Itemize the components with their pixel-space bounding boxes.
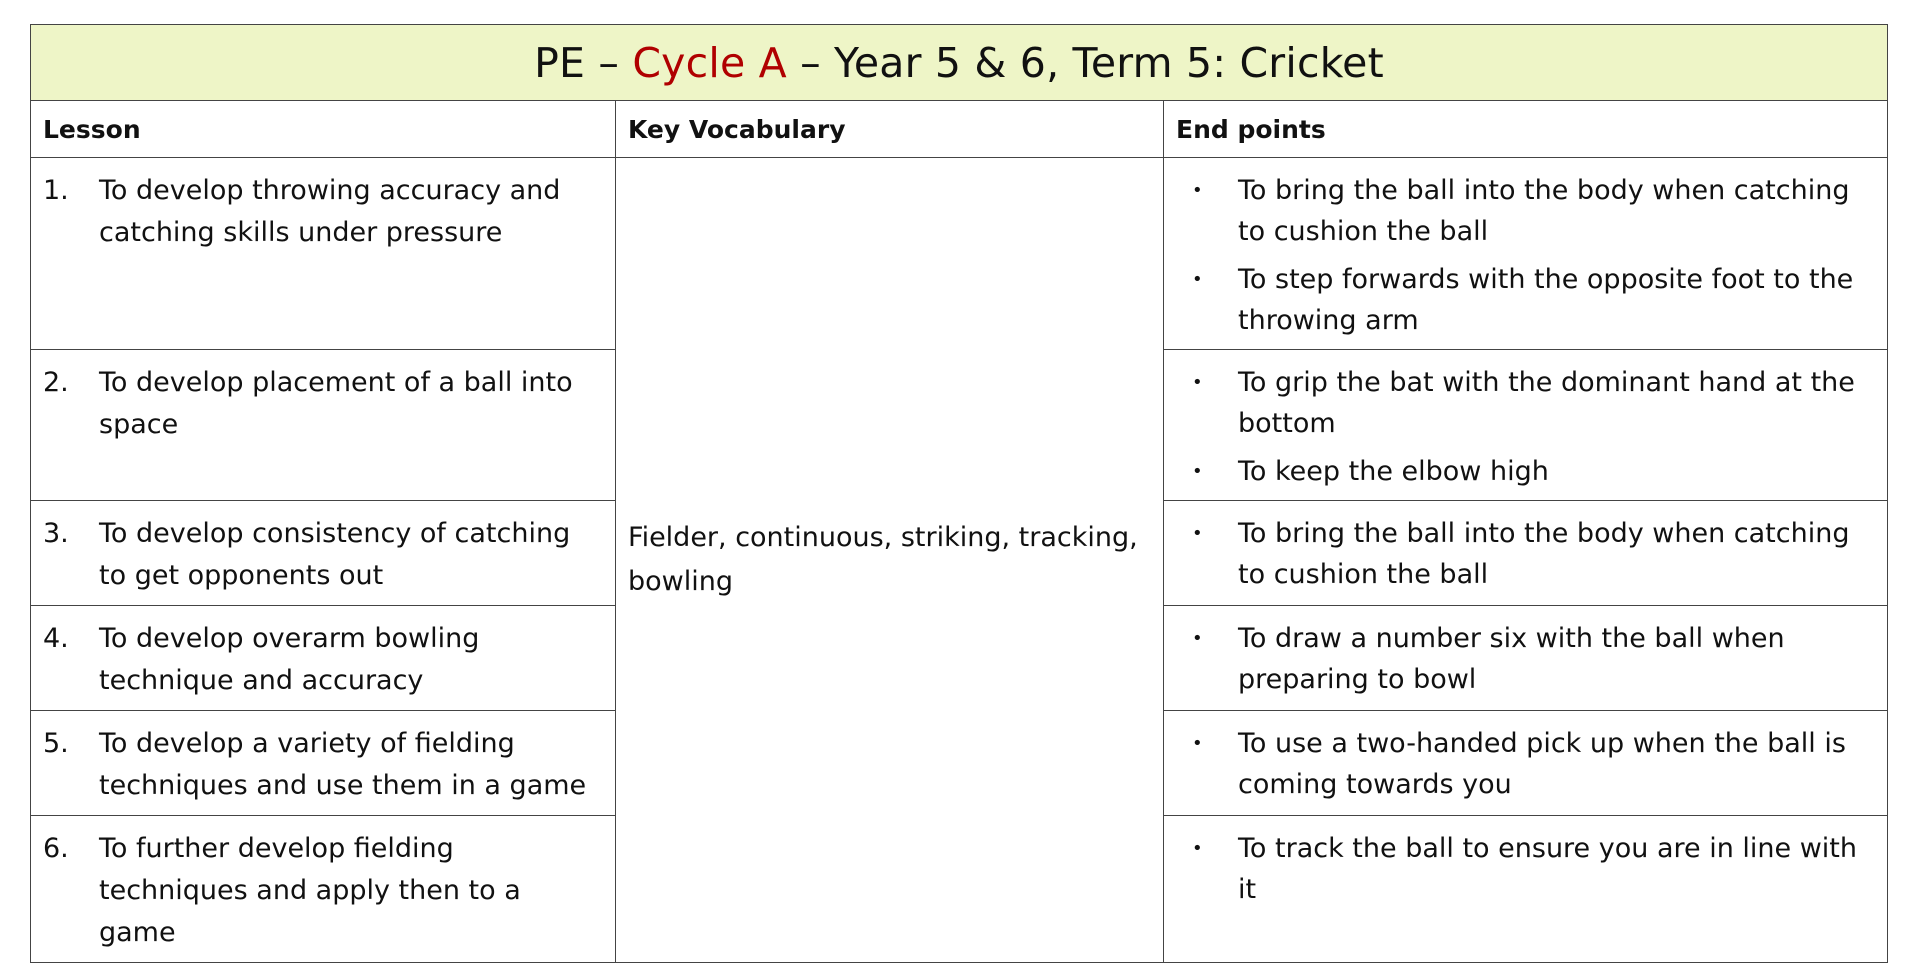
lesson-number: 1. [43,175,69,206]
lesson-text: To develop consistency of catching to get opponents out [99,518,571,591]
endpoint-text: To bring the ball into the body when catching to cushion the ball [1238,175,1850,247]
bullet-icon: • [1192,180,1203,201]
endpoint-text: To grip the bat with the dominant hand at the bottom [1238,367,1855,439]
endpoints-header: End points [1164,101,1888,158]
bullet-icon: • [1192,461,1203,482]
vocabulary-text: Fielder, continuous, striking, tracking, bowling [628,522,1138,597]
endpoint-text: To use a two-handed pick up when the ball is coming towards you [1238,728,1846,800]
endpoints-cell [1164,606,1888,711]
list-item [1176,362,1875,444]
list-item [1176,618,1875,700]
endpoints-list [1176,513,1875,595]
header-row [31,101,1888,158]
bullet-icon: • [1192,523,1203,544]
lesson-text: To develop overarm bowling technique and accuracy [99,623,480,696]
lesson-number: 5. [43,728,69,759]
curriculum-sheet [30,24,1887,963]
endpoint-text: To bring the ball into the body when catching to cushion the ball [1238,518,1850,590]
lesson-number: 4. [43,623,69,654]
endpoint-text: To draw a number six with the ball when preparing to bowl [1238,623,1785,695]
endpoints-list [1176,362,1875,492]
lesson-cell [31,606,616,711]
lesson-cell [31,158,616,350]
endpoints-cell [1164,501,1888,606]
list-item [1176,170,1875,252]
title-row [31,25,1888,101]
lesson-text: To further develop fielding techniques and apply then to a game [99,833,521,948]
table-row [31,158,1888,350]
list-item [1176,723,1875,805]
lesson-number: 6. [43,833,69,864]
lesson-text: To develop throwing accuracy and catching skills under pressure [99,175,561,248]
endpoints-list [1176,828,1875,910]
lesson-cell [31,501,616,606]
lesson-cell [31,711,616,816]
title-suffix: – Year 5 & 6, Term 5: Cricket [786,38,1384,87]
bullet-icon: • [1192,372,1203,393]
list-item [1176,513,1875,595]
bullet-icon: • [1192,838,1203,859]
curriculum-table [30,24,1888,963]
list-item [1176,828,1875,910]
endpoints-list [1176,723,1875,805]
endpoints-cell [1164,158,1888,350]
lesson-header: Lesson [31,101,616,158]
bullet-icon: • [1192,628,1203,649]
bullet-icon: • [1192,733,1203,754]
endpoint-text: To keep the elbow high [1238,456,1549,487]
list-item [1176,259,1875,341]
title-accent: Cycle A [632,38,787,87]
endpoint-text: To track the ball to ensure you are in line with it [1238,833,1857,905]
endpoints-list [1176,618,1875,700]
endpoints-cell [1164,711,1888,816]
list-item [1176,451,1875,492]
vocabulary-header: Key Vocabulary [616,101,1164,158]
lesson-number: 3. [43,518,69,549]
endpoint-text: To step forwards with the opposite foot to the throwing arm [1238,264,1854,336]
lesson-text: To develop placement of a ball into space [99,367,573,440]
endpoints-list [1176,170,1875,341]
endpoints-cell [1164,350,1888,501]
lesson-number: 2. [43,367,69,398]
title-prefix: PE – [534,38,633,87]
page-title [31,25,1888,101]
bullet-icon: • [1192,269,1203,290]
lesson-text: To develop a variety of fielding techniques and use them in a game [99,728,587,801]
lesson-cell [31,350,616,501]
lesson-cell [31,816,616,963]
vocabulary-cell [616,158,1164,963]
endpoints-cell [1164,816,1888,963]
